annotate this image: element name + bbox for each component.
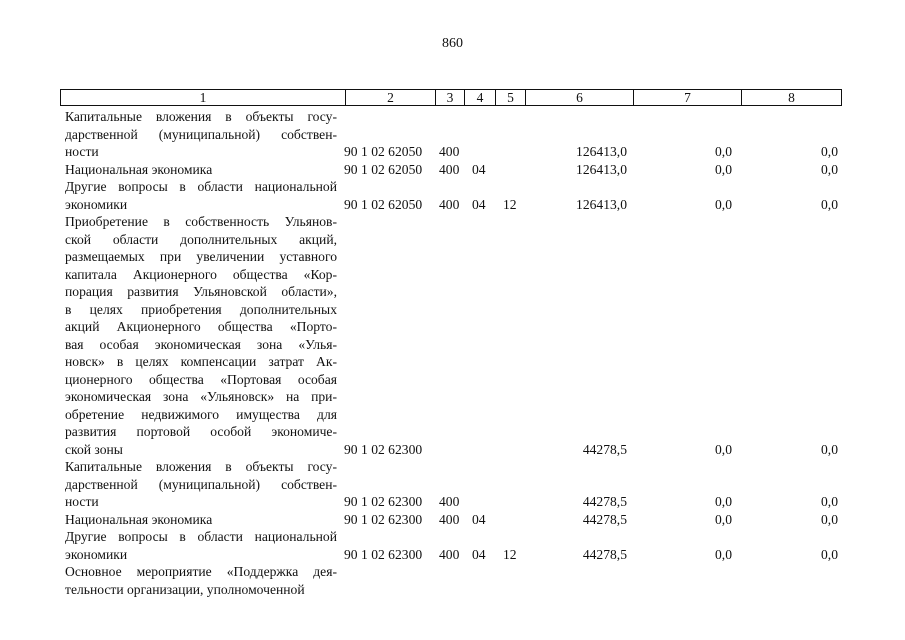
row-description-line: экономики — [65, 546, 128, 562]
row-col-6: 44278,5 — [582, 441, 627, 457]
page-number: 860 — [442, 36, 463, 51]
row-col-5: 12 — [503, 546, 517, 562]
row-description-line: в целях приобретения дополнительных — [65, 301, 337, 317]
row-col-7: 0,0 — [715, 441, 732, 457]
row-col-6: 44278,5 — [582, 511, 627, 527]
row-col-8: 0,0 — [821, 511, 838, 527]
row-col-6: 126413,0 — [576, 196, 627, 212]
row-col-6 — [526, 581, 627, 599]
row-col-4: 04 — [472, 161, 486, 177]
row-description-line: Национальная экономика — [65, 161, 213, 177]
header-col-3: 3 — [435, 90, 464, 105]
row-col-3: 400 — [439, 144, 460, 159]
row-col-6: 126413,0 — [576, 161, 627, 177]
row-col-3: 400 — [439, 511, 460, 527]
row-col-8: 0,0 — [821, 494, 838, 509]
row-col-4: 04 — [472, 196, 486, 212]
header-col-2: 2 — [345, 90, 435, 105]
header-col-7: 7 — [633, 90, 741, 105]
row-description-line: тельности организации, уполномоченной — [65, 581, 305, 597]
row-description-line: ности — [65, 494, 99, 509]
row-col-8: 0,0 — [821, 196, 838, 212]
row-description-line: Приобретение в собственность Ульянов- — [65, 214, 337, 229]
row-description-line: Основное мероприятие «Поддержка дея- — [65, 564, 337, 579]
row-description-line: Другие вопросы в области национальной — [65, 529, 337, 544]
row-col-3: 400 — [439, 546, 460, 562]
row-col-8: 0,0 — [821, 546, 838, 562]
row-col-6: 44278,5 — [582, 546, 627, 562]
row-description-line: капитала Акционерного общества «Кор- — [65, 266, 337, 282]
row-col-7: 0,0 — [715, 196, 732, 212]
row-description-line: ности — [65, 144, 99, 159]
row-code: 90 1 02 62300 — [344, 441, 423, 457]
row-col-7: 0,0 — [715, 494, 732, 509]
row-description-line: Капитальные вложения в объекты госу- — [65, 109, 337, 124]
row-col-7: 0,0 — [715, 161, 732, 177]
row-col-3: 400 — [439, 494, 460, 509]
row-description-line: новск» в целях компенсации затрат Ак- — [65, 354, 337, 369]
row-col-7 — [632, 581, 732, 599]
row-col-7: 0,0 — [715, 511, 732, 527]
header-col-5: 5 — [495, 90, 525, 105]
row-description-line: порация развития Ульяновской области», — [65, 284, 337, 299]
row-description-line: Капитальные вложения в объекты госу- — [65, 459, 337, 474]
row-col-6: 44278,5 — [582, 494, 627, 509]
row-col-4: 04 — [472, 546, 486, 562]
row-description-line: акций Акционерного общества «Порто- — [65, 319, 337, 334]
row-code: 90 1 02 62300 — [344, 494, 423, 509]
row-description-line: экономики — [65, 196, 128, 212]
row-col-7: 0,0 — [715, 144, 732, 159]
row-col-8 — [740, 581, 838, 599]
header-col-4: 4 — [464, 90, 495, 105]
row-description-line: ской зоны — [65, 441, 123, 457]
row-col-8: 0,0 — [821, 441, 838, 457]
row-description-line: экономическая зона «Ульяновск» на при- — [65, 389, 337, 404]
header-col-6: 6 — [525, 90, 633, 105]
row-description-line: размещаемых при увеличении уставного — [65, 249, 337, 264]
header-col-1: 1 — [199, 90, 207, 105]
row-col-8: 0,0 — [821, 161, 838, 177]
row-description-line: Национальная экономика — [65, 511, 213, 527]
row-col-5: 12 — [503, 196, 517, 212]
header-col-8: 8 — [741, 90, 841, 105]
row-code: 90 1 02 62050 — [344, 144, 423, 159]
row-description-line: ционерного общества «Портовая особая — [65, 371, 337, 387]
row-description-line: вая особая экономическая зона «Улья- — [65, 336, 337, 352]
row-description-line: Другие вопросы в области национальной — [65, 179, 337, 194]
row-description-line: дарственной (муниципальной) собствен- — [65, 126, 337, 142]
row-col-3: 400 — [439, 161, 460, 177]
row-col-3: 400 — [439, 196, 460, 212]
row-col-7: 0,0 — [715, 546, 732, 562]
row-description-line: обретение недвижимого имущества для — [65, 406, 337, 422]
row-code: 90 1 02 62300 — [344, 546, 423, 562]
row-col-8: 0,0 — [821, 144, 838, 159]
row-col-4: 04 — [472, 511, 486, 527]
row-description-line: ской области дополнительных акций, — [65, 231, 337, 247]
row-code: 90 1 02 62300 — [344, 511, 423, 527]
row-code: 90 1 02 62050 — [344, 196, 423, 212]
row-description-line: дарственной (муниципальной) собствен- — [65, 476, 337, 492]
row-description-line: развития портовой особой экономиче- — [65, 424, 337, 439]
row-code: 90 1 02 62050 — [344, 161, 423, 177]
row-col-6: 126413,0 — [576, 144, 627, 159]
